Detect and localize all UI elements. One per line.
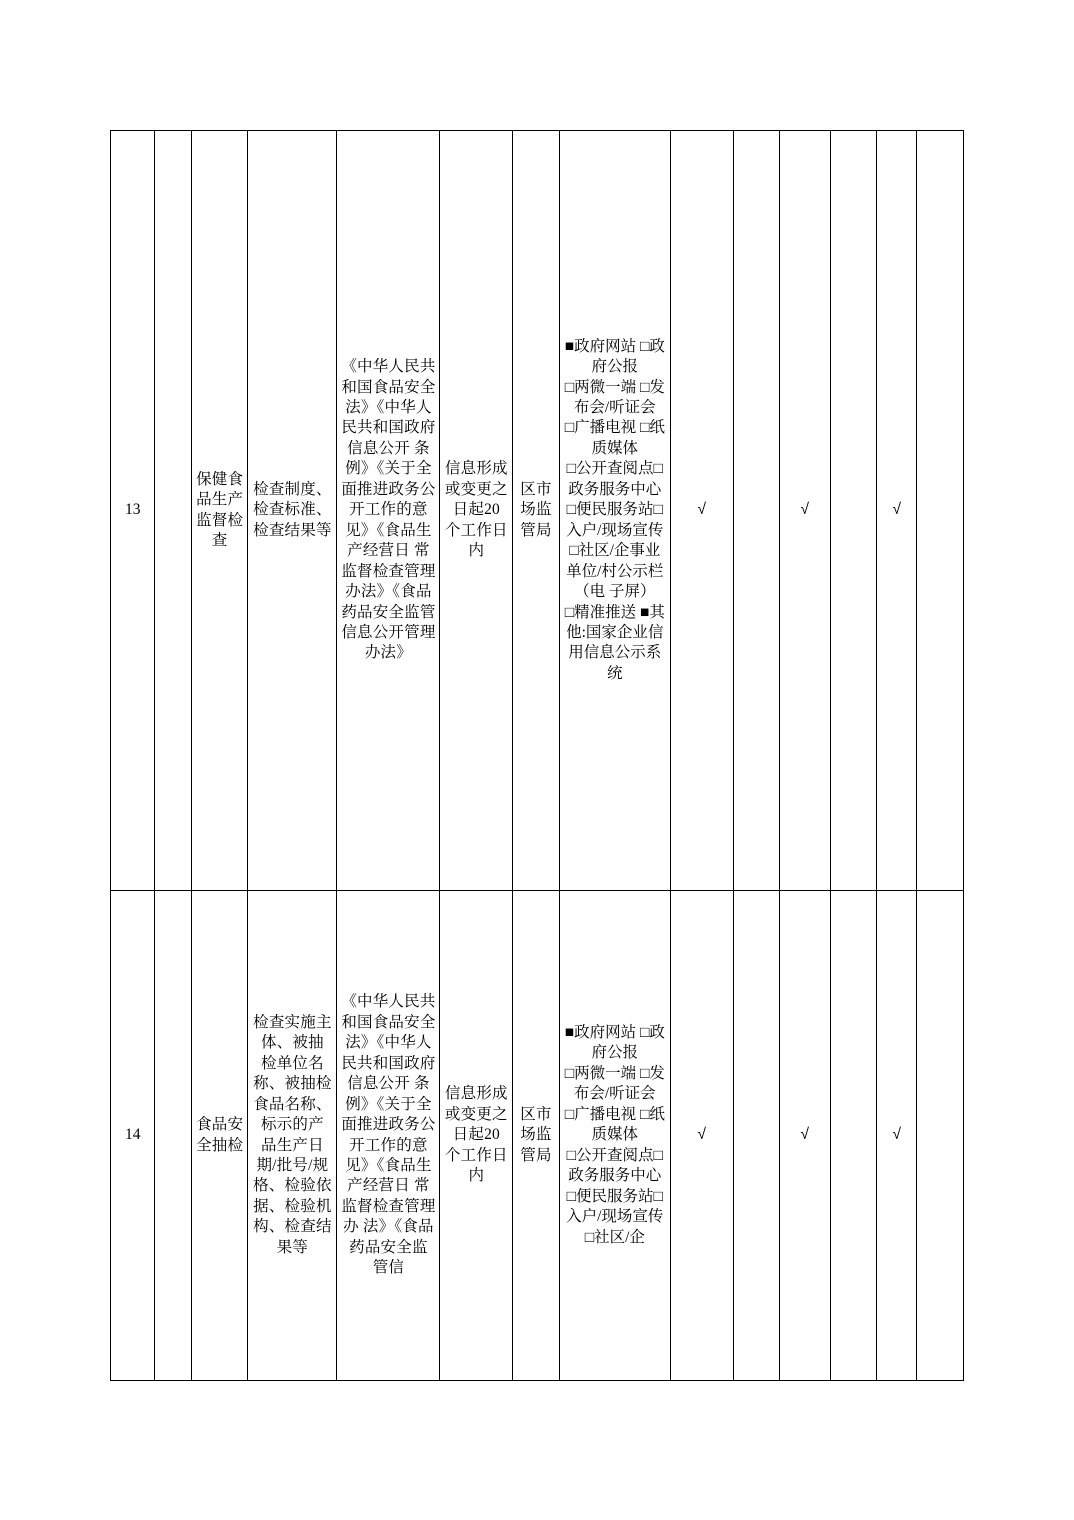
channel-line: □公开查阅点□政务服务中心: [566, 1146, 663, 1185]
channel-line: □两微一端 □发布会/听证会: [564, 1064, 665, 1103]
channel-line: □便民服务站□入户/现场宣传: [566, 501, 664, 539]
row-number: 13: [111, 131, 155, 891]
row-disclosure-content: 检查制度、检查标准、检查结果等: [248, 131, 337, 891]
row-disclosure-content: 检查实施主体、被抽 检单位名称、被抽检食品名称、标示的产 品生产日期/批号/规格、检验依据、检验机 构、检查结果等: [248, 891, 337, 1381]
row-mark-2: [733, 131, 779, 891]
row-item-name: 食品安全抽检: [191, 891, 248, 1381]
row-organization: 区市场监管局: [513, 891, 559, 1381]
row-mark-2: [733, 891, 779, 1381]
row-channels: [559, 891, 670, 1381]
channel-line: □精准推送 ■其他:国家企业信 用信息公示系统: [564, 603, 665, 682]
row-blank-col: [155, 131, 191, 891]
row-mark-5: √: [877, 131, 917, 891]
channel-line: □广播电视 □纸质媒体: [564, 419, 665, 457]
channel-line: □公开查阅点□政务服务中心: [566, 460, 663, 498]
row-organization: 区市场监管局: [513, 131, 559, 891]
row-mark-6: [917, 891, 964, 1381]
row-blank-col: [155, 891, 191, 1381]
row-time-limit: 信息形成或变更之日起20 个工作日内: [440, 131, 513, 891]
row-mark-4: [830, 131, 876, 891]
channel-line: □社区/企: [584, 1228, 645, 1246]
row-time-limit: 信息形成或变更之日起20 个工作日内: [440, 891, 513, 1381]
row-mark-5: √: [877, 891, 917, 1381]
channel-line: □两微一端 □发布会/听证会: [564, 378, 665, 416]
channel-line: □便民服务站□入户/现场宣传: [566, 1187, 664, 1226]
channel-line: ■政府网站 □政府公报: [564, 1024, 665, 1062]
channel-line: □社区/企事业单位/村公示栏（电 子屏）: [566, 542, 664, 601]
row-mark-4: [830, 891, 876, 1381]
information-disclosure-table: [110, 130, 964, 1381]
row-mark-6: [917, 131, 964, 891]
table-row: [111, 891, 964, 1381]
row-mark-1: √: [670, 131, 733, 891]
row-channels: [559, 131, 670, 891]
row-mark-3: √: [780, 131, 831, 891]
row-legal-basis: 《中华人民共和国食品安全法》《中华人民共和国政府信息公开 条例》《关于全面推进政务公开工作的意见》《食品生产经营日 常监督检查管理办法》《食品药品安全监管信息公开管理 办法》: [337, 131, 440, 891]
table-row: [111, 131, 964, 891]
row-mark-3: √: [780, 891, 831, 1381]
row-number: 14: [111, 891, 155, 1381]
channel-line: □广播电视 □纸质媒体: [564, 1105, 665, 1144]
row-mark-1: √: [670, 891, 733, 1381]
row-item-name: 保健食品生产监督检查: [191, 131, 248, 891]
channel-line: ■政府网站 □政府公报: [564, 337, 665, 376]
row-legal-basis: 《中华人民共和国食品安全法》《中华人 民共和国政府信息公开 条例》《关于全面推进政务公开工作的意见》《食品生产经营日 常监督检查管理办 法》《食品药品安全监 管信: [337, 891, 440, 1381]
